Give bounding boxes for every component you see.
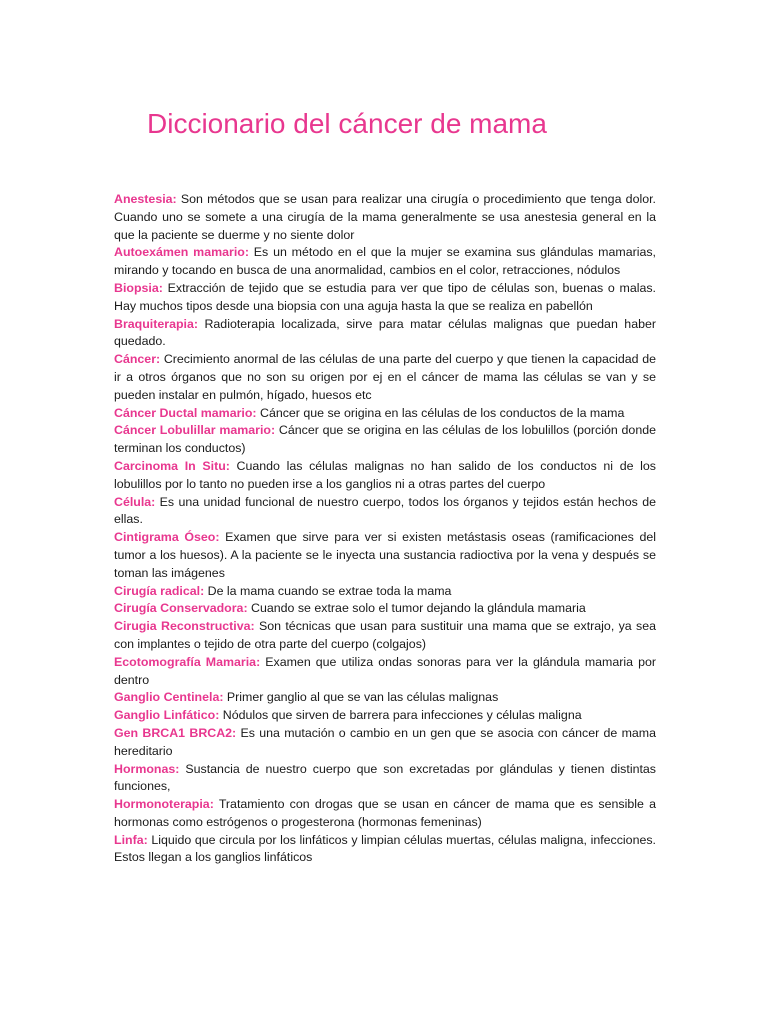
glossary-entry [114,583,656,601]
glossary-entry [114,316,656,352]
glossary-entry [114,405,656,423]
entry-definition: Primer ganglio al que se van las células malignas [223,690,499,705]
glossary-entry [114,422,656,458]
entry-term: Autoexámen mamario: [114,245,249,260]
glossary-entry [114,191,656,244]
entry-term: Cáncer Ductal mamario: [114,405,257,420]
entry-term: Cirugia Reconstructiva: [114,619,255,634]
entry-term: Braquiterapia: [114,316,198,331]
entry-term: Linfa: [114,832,148,847]
entry-definition: Extracción de tejido que se estudia para ver que tipo de células son, buenas o malas. Hay muchos tipos desde una biopsia con una aguja hasta la que se realiza en pabellón [114,280,656,313]
entry-definition: Nódulos que sirven de barrera para infecciones y células maligna [219,708,582,723]
entry-definition: Es una unidad funcional de nuestro cuerpo, todos los órganos y tejidos están hechos de ellas. [114,494,656,527]
entry-definition: Tratamiento con drogas que se usan en cáncer de mama que es sensible a hormonas como estrógenos o progesterona (hormonas femeninas) [114,797,656,829]
glossary-entry [114,458,656,494]
entry-definition: Cáncer que se origina en las células de los lobulillos (porción donde terminan los conductos) [114,423,657,456]
entry-term: Célula: [114,494,156,509]
glossary-entry [114,689,656,707]
entry-term: Cintigrama Óseo: [114,530,220,545]
entry-term: Carcinoma In Situ: [114,458,230,473]
entry-term: Ganglio Centinela: [114,690,224,705]
entry-definition: De la mama cuando se extrae toda la mama [204,583,452,598]
entry-term: Cáncer: [114,352,161,367]
glossary-entry [114,529,656,582]
glossary-entry [114,244,656,280]
entry-term: Anestesia: [114,192,177,206]
entry-definition: Cuando las células malignas no han salido de los conductos ni de los lobulillos por lo tanto no pueden irse a los ganglios ni a otras partes del cuerpo [114,458,656,491]
entry-definition: Es una mutación o cambio en un gen que se asocia con cáncer de mama hereditario [114,725,656,758]
glossary-entry [114,761,656,797]
entry-term: Cáncer Lobulillar mamario: [114,423,276,438]
glossary-entry [114,494,656,530]
entry-definition: Crecimiento anormal de las células de una parte del cuerpo y que tienen la capacidad de ir a otros órganos que no son su origen por ej en el cáncer de mama las células se van y se pueden instalar en pulmón, hígado, huesos etc [114,352,656,402]
entry-definition: Radioterapia localizada, sirve para matar células malignas que puedan haber quedado. [114,316,656,349]
entry-definition: Examen que sirve para ver si existen metástasis oseas (ramificaciones del tumor a los huesos). A la paciente se le inyecta una sustancia radioctiva por la vena y después se toman las imágenes [114,530,656,580]
glossary-list [114,191,656,867]
glossary-entry [114,707,656,725]
glossary-entry [114,796,656,832]
glossary-entry [114,600,656,618]
glossary-entry [114,351,656,404]
entry-term: Ganglio Linfático: [114,708,220,723]
entry-definition: Examen que utiliza ondas sonoras para ver la glándula mamaria por dentro [114,654,656,687]
entry-term: Hormonoterapia: [114,797,214,812]
entry-definition: Liquido que circula por los linfáticos y limpian células muertas, células maligna, infecciones. Estos llegan a los ganglios linfáticos [114,832,656,865]
entry-definition: Son métodos que se usan para realizar una cirugía o procedimiento que tenga dolor. Cuando uno se somete a una cirugía de la mama generalmente se usa anestesia general en la que la paciente se duerme y no siente dolor [114,192,656,242]
entry-term: Cirugía radical: [114,583,205,598]
entry-definition: Son técnicas que usan para sustituir una mama que se extrajo, ya sea con implantes o tejido de otra parte del cuerpo (colgajos) [114,619,656,651]
glossary-entry [114,280,656,316]
glossary-entry [114,618,656,654]
entry-definition: Cáncer que se origina en las células de los conductos de la mama [256,405,625,420]
entry-term: Cirugía Conservadora: [114,601,248,616]
entry-definition: Sustancia de nuestro cuerpo que son excretadas por glándulas y tienen distintas funciones, [114,761,656,794]
entry-definition: Cuando se extrae solo el tumor dejando la glándula mamaria [247,601,586,616]
entry-definition: Es un método en el que la mujer se examina sus glándulas mamarias, mirando y tocando en busca de una anormalidad, cambios en el color, retracciones, nódulos [114,245,656,278]
entry-term: Biopsia: [114,280,163,295]
entry-term: Gen BRCA1 BRCA2: [114,725,237,740]
glossary-entry [114,725,656,761]
page-title: Diccionario del cáncer de mama [147,108,547,139]
entry-term: Hormonas: [114,761,180,776]
entry-term: Ecotomografía Mamaria: [114,654,261,669]
glossary-entry [114,832,656,868]
glossary-entry [114,654,656,690]
